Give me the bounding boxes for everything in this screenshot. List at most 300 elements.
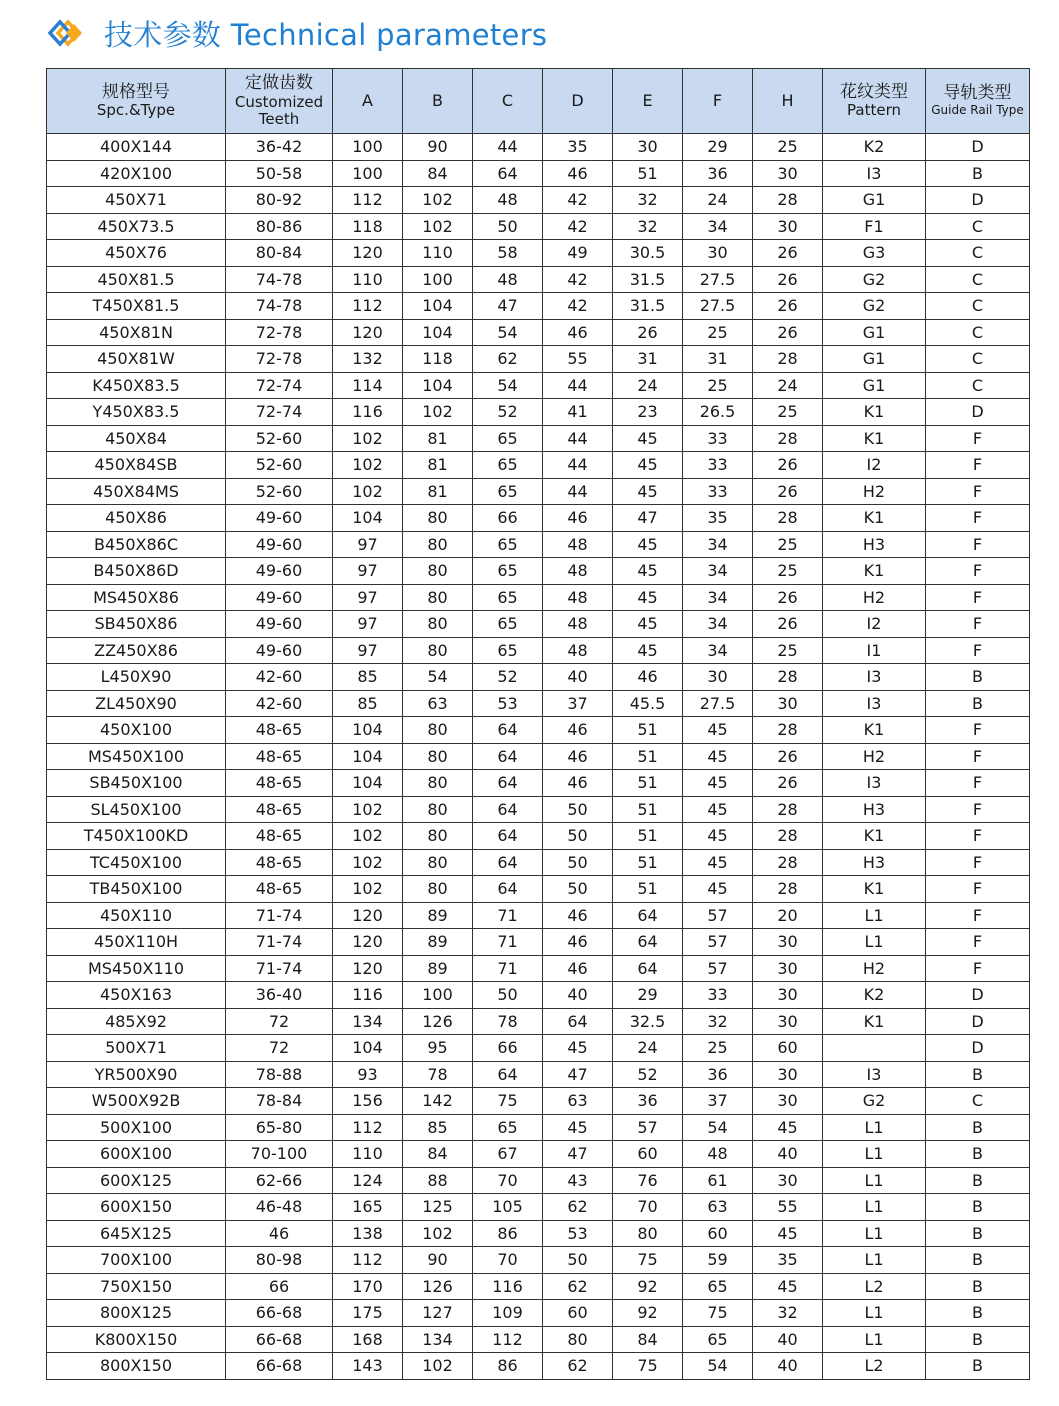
cell-c: 65 [473,531,543,558]
cell-b: 81 [403,425,473,452]
cell-spec-type: 450X100 [47,717,226,744]
cell-h: 40 [753,1353,823,1380]
cell-d: 46 [543,929,613,956]
cell-a: 120 [333,240,403,267]
cell-e: 23 [613,399,683,426]
cell-f: 31 [683,346,753,373]
cell-b: 84 [403,160,473,187]
cell-d: 40 [543,664,613,691]
cell-spec-type: ZL450X90 [47,690,226,717]
cell-c: 52 [473,399,543,426]
cell-f: 36 [683,160,753,187]
col-header-cn: 规格型号 [102,81,170,102]
cell-spec-type: T450X81.5 [47,293,226,320]
cell-pattern: K1 [823,823,926,850]
cell-e: 75 [613,1247,683,1274]
cell-spec-type: Y450X83.5 [47,399,226,426]
table-row [47,823,1030,850]
cell-spec-type: T450X100KD [47,823,226,850]
cell-h: 25 [753,399,823,426]
cell-spec-type: 800X150 [47,1353,226,1380]
cell-d: 48 [543,558,613,585]
cell-f: 33 [683,478,753,505]
cell-f: 45 [683,770,753,797]
col-header-letter: F [712,90,723,110]
table-row [47,1088,1030,1115]
cell-a: 102 [333,849,403,876]
cell-c: 52 [473,664,543,691]
cell-b: 104 [403,319,473,346]
cell-spec-type: 485X92 [47,1008,226,1035]
table-row [47,1061,1030,1088]
col-header-en: Spc.&Type [96,101,176,120]
cell-guide-rail-type: C [926,346,1030,373]
cell-a: 120 [333,955,403,982]
col-header-b [403,69,473,134]
cell-pattern: L1 [823,902,926,929]
cell-b: 127 [403,1300,473,1327]
cell-customized-teeth: 65-80 [226,1114,333,1141]
cell-h: 25 [753,637,823,664]
cell-d: 53 [543,1220,613,1247]
table-row [47,902,1030,929]
cell-pattern: G2 [823,266,926,293]
cell-e: 24 [613,372,683,399]
table-row [47,929,1030,956]
cell-guide-rail-type: B [926,1061,1030,1088]
cell-b: 89 [403,929,473,956]
cell-customized-teeth: 72-74 [226,399,333,426]
col-header-spec-type [47,69,226,134]
cell-f: 27.5 [683,690,753,717]
cell-d: 37 [543,690,613,717]
cell-pattern: H2 [823,743,926,770]
cell-d: 50 [543,796,613,823]
cell-a: 124 [333,1167,403,1194]
table-row [47,717,1030,744]
cell-a: 138 [333,1220,403,1247]
table-header-row [47,69,1030,134]
cell-a: 85 [333,664,403,691]
cell-guide-rail-type: B [926,664,1030,691]
cell-f: 25 [683,372,753,399]
cell-a: 97 [333,637,403,664]
cell-f: 59 [683,1247,753,1274]
cell-pattern: G1 [823,319,926,346]
cell-customized-teeth: 48-65 [226,770,333,797]
cell-spec-type: 600X100 [47,1141,226,1168]
cell-b: 80 [403,770,473,797]
cell-a: 102 [333,425,403,452]
cell-h: 45 [753,1220,823,1247]
cell-guide-rail-type: F [926,558,1030,585]
cell-e: 80 [613,1220,683,1247]
cell-f: 25 [683,319,753,346]
cell-pattern: I2 [823,611,926,638]
cell-h: 40 [753,1141,823,1168]
cell-b: 81 [403,452,473,479]
cell-spec-type: 450X110 [47,902,226,929]
cell-customized-teeth: 48-65 [226,717,333,744]
cell-spec-type: MS450X86 [47,584,226,611]
cell-h: 28 [753,796,823,823]
col-header-customized-teeth [226,69,333,134]
cell-c: 64 [473,876,543,903]
cell-pattern: L1 [823,1247,926,1274]
cell-spec-type: 500X71 [47,1035,226,1062]
cell-a: 97 [333,558,403,585]
cell-b: 126 [403,1008,473,1035]
cell-h: 55 [753,1194,823,1221]
cell-a: 143 [333,1353,403,1380]
cell-spec-type: YR500X90 [47,1061,226,1088]
cell-b: 80 [403,823,473,850]
cell-b: 126 [403,1273,473,1300]
col-header-en: Customized [234,92,324,111]
cell-h: 25 [753,558,823,585]
cell-customized-teeth: 80-92 [226,187,333,214]
cell-a: 156 [333,1088,403,1115]
cell-spec-type: TB450X100 [47,876,226,903]
cell-h: 32 [753,1300,823,1327]
cell-pattern: K1 [823,505,926,532]
cell-e: 47 [613,505,683,532]
cell-a: 116 [333,982,403,1009]
cell-h: 28 [753,717,823,744]
cell-pattern: I2 [823,452,926,479]
table-row [47,531,1030,558]
cell-c: 70 [473,1167,543,1194]
cell-c: 86 [473,1353,543,1380]
cell-spec-type: 450X86 [47,505,226,532]
cell-customized-teeth: 72-74 [226,372,333,399]
cell-c: 65 [473,452,543,479]
table-row [47,1353,1030,1380]
cell-e: 30 [613,134,683,161]
cell-b: 95 [403,1035,473,1062]
cell-b: 80 [403,584,473,611]
cell-b: 102 [403,399,473,426]
cell-c: 67 [473,1141,543,1168]
table-row [47,213,1030,240]
cell-e: 70 [613,1194,683,1221]
col-header-letter: B [432,90,443,110]
cell-spec-type: SL450X100 [47,796,226,823]
table-row [47,770,1030,797]
cell-customized-teeth: 62-66 [226,1167,333,1194]
table-row [47,1114,1030,1141]
cell-spec-type: 400X144 [47,134,226,161]
cell-guide-rail-type: B [926,1114,1030,1141]
technical-parameters-table [46,68,1030,1380]
cell-a: 97 [333,531,403,558]
cell-d: 50 [543,1247,613,1274]
cell-customized-teeth: 74-78 [226,266,333,293]
cell-e: 31 [613,346,683,373]
col-header-en2: Teeth [258,109,300,128]
cell-e: 64 [613,929,683,956]
cell-spec-type: 750X150 [47,1273,226,1300]
cell-a: 102 [333,796,403,823]
cell-pattern: K1 [823,558,926,585]
cell-guide-rail-type: B [926,690,1030,717]
cell-c: 47 [473,293,543,320]
cell-f: 48 [683,1141,753,1168]
cell-e: 45 [613,611,683,638]
cell-h: 30 [753,213,823,240]
cell-pattern: L1 [823,1326,926,1353]
cell-b: 89 [403,955,473,982]
cell-a: 102 [333,478,403,505]
cell-guide-rail-type: B [926,1300,1030,1327]
cell-c: 75 [473,1088,543,1115]
cell-guide-rail-type: C [926,213,1030,240]
cell-b: 80 [403,558,473,585]
cell-b: 54 [403,664,473,691]
cell-customized-teeth: 48-65 [226,796,333,823]
cell-customized-teeth: 49-60 [226,611,333,638]
cell-pattern: L1 [823,1167,926,1194]
cell-h: 25 [753,531,823,558]
cell-f: 75 [683,1300,753,1327]
table-body [47,134,1030,1380]
cell-f: 26.5 [683,399,753,426]
cell-pattern: L1 [823,1114,926,1141]
cell-guide-rail-type: F [926,823,1030,850]
cell-customized-teeth: 49-60 [226,531,333,558]
cell-pattern: G1 [823,346,926,373]
cell-spec-type: 450X163 [47,982,226,1009]
cell-a: 118 [333,213,403,240]
cell-f: 34 [683,611,753,638]
cell-b: 102 [403,1220,473,1247]
technical-parameters-table-wrapper [46,68,1029,1380]
table-row [47,743,1030,770]
table-row [47,1167,1030,1194]
table-row [47,1220,1030,1247]
cell-b: 80 [403,637,473,664]
cell-guide-rail-type: F [926,611,1030,638]
cell-e: 32.5 [613,1008,683,1035]
cell-e: 51 [613,160,683,187]
cell-c: 64 [473,1061,543,1088]
cell-e: 29 [613,982,683,1009]
cell-f: 45 [683,876,753,903]
cell-a: 104 [333,717,403,744]
cell-f: 54 [683,1353,753,1380]
col-header-guide-rail-type [926,69,1030,134]
cell-pattern: I3 [823,160,926,187]
cell-pattern: K1 [823,399,926,426]
cell-customized-teeth: 71-74 [226,955,333,982]
cell-d: 49 [543,240,613,267]
cell-pattern: L1 [823,1194,926,1221]
cell-e: 51 [613,823,683,850]
cell-spec-type: 450X84MS [47,478,226,505]
cell-d: 80 [543,1326,613,1353]
cell-h: 30 [753,1088,823,1115]
cell-guide-rail-type: F [926,584,1030,611]
cell-customized-teeth: 80-86 [226,213,333,240]
cell-b: 81 [403,478,473,505]
cell-e: 92 [613,1300,683,1327]
cell-b: 142 [403,1088,473,1115]
cell-pattern: I3 [823,664,926,691]
table-row [47,160,1030,187]
table-row [47,1008,1030,1035]
cell-b: 80 [403,531,473,558]
cell-a: 104 [333,1035,403,1062]
cell-e: 45 [613,425,683,452]
cell-h: 45 [753,1273,823,1300]
cell-c: 78 [473,1008,543,1035]
cell-spec-type: K450X83.5 [47,372,226,399]
cell-customized-teeth: 42-60 [226,690,333,717]
cell-a: 100 [333,160,403,187]
cell-e: 60 [613,1141,683,1168]
table-row [47,240,1030,267]
cell-b: 80 [403,796,473,823]
cell-c: 64 [473,770,543,797]
cell-customized-teeth: 74-78 [226,293,333,320]
table-row [47,187,1030,214]
cell-h: 28 [753,823,823,850]
cell-d: 62 [543,1273,613,1300]
cell-h: 28 [753,876,823,903]
cell-pattern: K1 [823,425,926,452]
cell-c: 64 [473,160,543,187]
cell-f: 65 [683,1273,753,1300]
cell-guide-rail-type: F [926,902,1030,929]
cell-customized-teeth: 49-60 [226,505,333,532]
cell-pattern: K1 [823,717,926,744]
cell-h: 30 [753,1008,823,1035]
cell-f: 37 [683,1088,753,1115]
cell-h: 30 [753,1061,823,1088]
cell-d: 35 [543,134,613,161]
cell-e: 32 [613,213,683,240]
cell-e: 51 [613,743,683,770]
cell-d: 55 [543,346,613,373]
cell-customized-teeth: 71-74 [226,902,333,929]
cell-f: 27.5 [683,293,753,320]
cell-d: 50 [543,876,613,903]
cell-c: 70 [473,1247,543,1274]
cell-customized-teeth: 71-74 [226,929,333,956]
cell-c: 105 [473,1194,543,1221]
cell-spec-type: 600X150 [47,1194,226,1221]
cell-customized-teeth: 48-65 [226,743,333,770]
cell-h: 30 [753,690,823,717]
cell-pattern: H2 [823,478,926,505]
cell-spec-type: 450X71 [47,187,226,214]
cell-c: 71 [473,902,543,929]
cell-pattern: G1 [823,187,926,214]
cell-spec-type: 420X100 [47,160,226,187]
cell-spec-type: 450X84 [47,425,226,452]
cell-d: 44 [543,372,613,399]
cell-a: 104 [333,743,403,770]
table-row [47,558,1030,585]
cell-guide-rail-type: B [926,1273,1030,1300]
cell-h: 26 [753,770,823,797]
cell-d: 47 [543,1061,613,1088]
cell-e: 51 [613,796,683,823]
cell-customized-teeth: 66 [226,1273,333,1300]
cell-spec-type: 500X100 [47,1114,226,1141]
cell-f: 54 [683,1114,753,1141]
table-row [47,346,1030,373]
cell-a: 116 [333,399,403,426]
cell-a: 102 [333,452,403,479]
cell-spec-type: 450X81W [47,346,226,373]
table-row [47,849,1030,876]
cell-guide-rail-type: D [926,1008,1030,1035]
cell-f: 57 [683,955,753,982]
table-row [47,425,1030,452]
table-row [47,637,1030,664]
col-header-c [473,69,543,134]
cell-pattern: L1 [823,1300,926,1327]
table-row [47,1326,1030,1353]
cell-pattern: I3 [823,770,926,797]
cell-customized-teeth: 72 [226,1035,333,1062]
cell-spec-type: 450X73.5 [47,213,226,240]
cell-b: 80 [403,611,473,638]
cell-a: 102 [333,876,403,903]
cell-guide-rail-type: F [926,849,1030,876]
col-header-letter: C [501,90,514,110]
cell-guide-rail-type: B [926,160,1030,187]
cell-e: 45 [613,558,683,585]
cell-f: 25 [683,1035,753,1062]
cell-d: 46 [543,743,613,770]
cell-guide-rail-type: B [926,1141,1030,1168]
cell-a: 165 [333,1194,403,1221]
page-header [46,10,547,56]
cell-d: 44 [543,425,613,452]
cell-customized-teeth: 78-88 [226,1061,333,1088]
cell-d: 47 [543,1141,613,1168]
cell-f: 45 [683,849,753,876]
cell-guide-rail-type: F [926,770,1030,797]
cell-d: 46 [543,770,613,797]
cell-c: 64 [473,796,543,823]
table-row [47,319,1030,346]
col-header-e [613,69,683,134]
cell-e: 45 [613,531,683,558]
cell-b: 80 [403,876,473,903]
cell-d: 62 [543,1353,613,1380]
cell-d: 43 [543,1167,613,1194]
cell-customized-teeth: 72-78 [226,346,333,373]
cell-guide-rail-type: B [926,1247,1030,1274]
cell-f: 45 [683,796,753,823]
cell-guide-rail-type: D [926,187,1030,214]
cell-guide-rail-type: F [926,743,1030,770]
cell-e: 45 [613,637,683,664]
cell-b: 102 [403,213,473,240]
cell-d: 46 [543,319,613,346]
cell-f: 57 [683,929,753,956]
cell-spec-type: 600X125 [47,1167,226,1194]
cell-c: 65 [473,478,543,505]
cell-h: 30 [753,955,823,982]
cell-h: 35 [753,1247,823,1274]
cell-f: 32 [683,1008,753,1035]
cell-d: 48 [543,611,613,638]
cell-d: 48 [543,637,613,664]
